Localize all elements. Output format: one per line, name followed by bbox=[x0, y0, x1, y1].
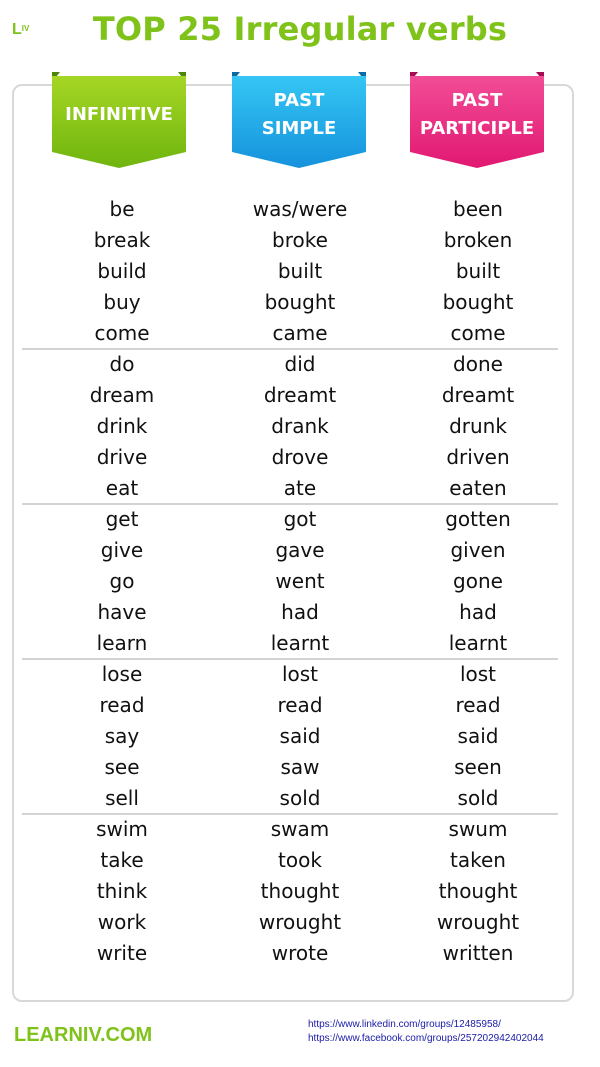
past-participle-cell: sold bbox=[457, 786, 499, 810]
linkedin-link[interactable]: https://www.linkedin.com/groups/12485958/ bbox=[308, 1019, 501, 1030]
infinitive-cell: come bbox=[94, 321, 150, 345]
past-participle-cell: been bbox=[453, 197, 503, 221]
table-row bbox=[12, 907, 574, 938]
ribbon-past-simple bbox=[232, 70, 366, 170]
past-simple-cell: learnt bbox=[270, 631, 330, 655]
table-row bbox=[12, 442, 574, 473]
past-participle-cell: learnt bbox=[448, 631, 508, 655]
past-simple-cell: was/were bbox=[252, 197, 348, 221]
table-row bbox=[12, 783, 574, 814]
infinitive-cell: break bbox=[93, 228, 151, 252]
logo-small-sup: IV bbox=[21, 24, 30, 33]
past-participle-cell: done bbox=[453, 352, 503, 376]
past-simple-cell: drank bbox=[271, 414, 329, 438]
past-participle-cell: had bbox=[459, 600, 497, 624]
logo-small-letter: L bbox=[12, 21, 22, 38]
table-row bbox=[12, 876, 574, 907]
past-participle-cell: given bbox=[450, 538, 506, 562]
past-simple-cell: went bbox=[275, 569, 325, 593]
table-row bbox=[12, 380, 574, 411]
past-participle-cell: eaten bbox=[449, 476, 507, 500]
past-simple-cell: dreamt bbox=[263, 383, 337, 407]
infinitive-cell: be bbox=[109, 197, 135, 221]
infinitive-cell: build bbox=[97, 259, 147, 283]
past-simple-cell: had bbox=[281, 600, 319, 624]
table-row bbox=[12, 597, 574, 628]
infinitive-cell: drink bbox=[96, 414, 148, 438]
infinitive-cell: buy bbox=[103, 290, 141, 314]
infinitive-cell: drive bbox=[96, 445, 148, 469]
infinitive-cell: give bbox=[100, 538, 144, 562]
past-simple-cell: wrote bbox=[271, 941, 329, 965]
page-title: TOP 25 Irregular verbs bbox=[92, 10, 508, 48]
infinitive-cell: lose bbox=[101, 662, 143, 686]
past-simple-cell: said bbox=[279, 724, 321, 748]
infinitive-cell: dream bbox=[89, 383, 155, 407]
table-row bbox=[12, 349, 574, 380]
past-simple-cell: gave bbox=[275, 538, 325, 562]
past-simple-cell: came bbox=[272, 321, 328, 345]
table-row bbox=[12, 411, 574, 442]
past-simple-cell: sold bbox=[279, 786, 321, 810]
past-simple-cell: bought bbox=[264, 290, 336, 314]
past-participle-cell: wrought bbox=[436, 910, 520, 934]
past-participle-cell: bought bbox=[442, 290, 514, 314]
past-simple-cell: saw bbox=[280, 755, 320, 779]
table-row bbox=[12, 628, 574, 659]
past-participle-cell: drunk bbox=[449, 414, 507, 438]
infinitive-cell: eat bbox=[105, 476, 139, 500]
infinitive-cell: take bbox=[100, 848, 144, 872]
facebook-link[interactable]: https://www.facebook.com/groups/257202942402044 bbox=[308, 1033, 544, 1044]
ribbon-infinitive bbox=[52, 70, 186, 170]
past-simple-cell: thought bbox=[260, 879, 340, 903]
column-header-infinitive: INFINITIVE bbox=[65, 104, 173, 125]
table-row bbox=[12, 721, 574, 752]
table-row bbox=[12, 938, 574, 969]
infinitive-cell: go bbox=[109, 569, 135, 593]
past-participle-cell: built bbox=[455, 259, 501, 283]
infinitive-cell: sell bbox=[105, 786, 139, 810]
past-simple-cell: built bbox=[277, 259, 323, 283]
past-participle-cell: thought bbox=[438, 879, 518, 903]
infinitive-cell: get bbox=[105, 507, 139, 531]
infinitive-cell: say bbox=[104, 724, 140, 748]
table-row bbox=[12, 659, 574, 690]
infinitive-cell: work bbox=[97, 910, 147, 934]
past-participle-cell: read bbox=[455, 693, 501, 717]
past-participle-cell: lost bbox=[459, 662, 497, 686]
past-participle-cell: dreamt bbox=[441, 383, 515, 407]
table-row bbox=[12, 814, 574, 845]
table-row bbox=[12, 845, 574, 876]
past-participle-cell: broken bbox=[443, 228, 513, 252]
table-row bbox=[12, 566, 574, 597]
ribbon-past-participle bbox=[410, 70, 544, 170]
infinitive-cell: see bbox=[104, 755, 140, 779]
table-row bbox=[12, 287, 574, 318]
past-simple-cell: drove bbox=[271, 445, 329, 469]
table-row bbox=[12, 473, 574, 504]
table-row bbox=[12, 504, 574, 535]
table-row bbox=[12, 535, 574, 566]
past-participle-cell: seen bbox=[454, 755, 502, 779]
past-simple-cell: did bbox=[284, 352, 316, 376]
column-header-past-participle: PAST PARTICIPLE bbox=[419, 90, 535, 139]
past-participle-cell: said bbox=[457, 724, 499, 748]
table-row bbox=[12, 194, 574, 225]
past-simple-cell: read bbox=[277, 693, 323, 717]
past-simple-cell: got bbox=[283, 507, 317, 531]
past-participle-cell: swum bbox=[448, 817, 508, 841]
past-simple-cell: broke bbox=[272, 228, 328, 252]
past-participle-cell: written bbox=[442, 941, 514, 965]
past-simple-cell: wrought bbox=[258, 910, 342, 934]
footer-links bbox=[308, 1018, 544, 1046]
infinitive-cell: swim bbox=[96, 817, 148, 841]
table-row bbox=[12, 752, 574, 783]
infinitive-cell: do bbox=[109, 352, 135, 376]
past-participle-cell: come bbox=[450, 321, 506, 345]
past-participle-cell: taken bbox=[450, 848, 506, 872]
verbs-table bbox=[12, 194, 574, 969]
infinitive-cell: have bbox=[97, 600, 147, 624]
footer-logo: LEARNIV.COM bbox=[14, 1024, 153, 1046]
infinitive-cell: learn bbox=[96, 631, 148, 655]
table-row bbox=[12, 256, 574, 287]
infinitive-cell: read bbox=[99, 693, 145, 717]
table-row bbox=[12, 318, 574, 349]
past-simple-cell: ate bbox=[283, 476, 317, 500]
table-row bbox=[12, 690, 574, 721]
column-header-past-simple: PAST SIMPLE bbox=[261, 90, 337, 139]
table-row bbox=[12, 225, 574, 256]
past-simple-cell: swam bbox=[270, 817, 330, 841]
past-participle-cell: gone bbox=[453, 569, 503, 593]
past-participle-cell: gotten bbox=[445, 507, 511, 531]
past-participle-cell: driven bbox=[446, 445, 510, 469]
infinitive-cell: think bbox=[96, 879, 148, 903]
infinitive-cell: write bbox=[96, 941, 148, 965]
past-simple-cell: took bbox=[278, 848, 322, 872]
past-simple-cell: lost bbox=[281, 662, 319, 686]
